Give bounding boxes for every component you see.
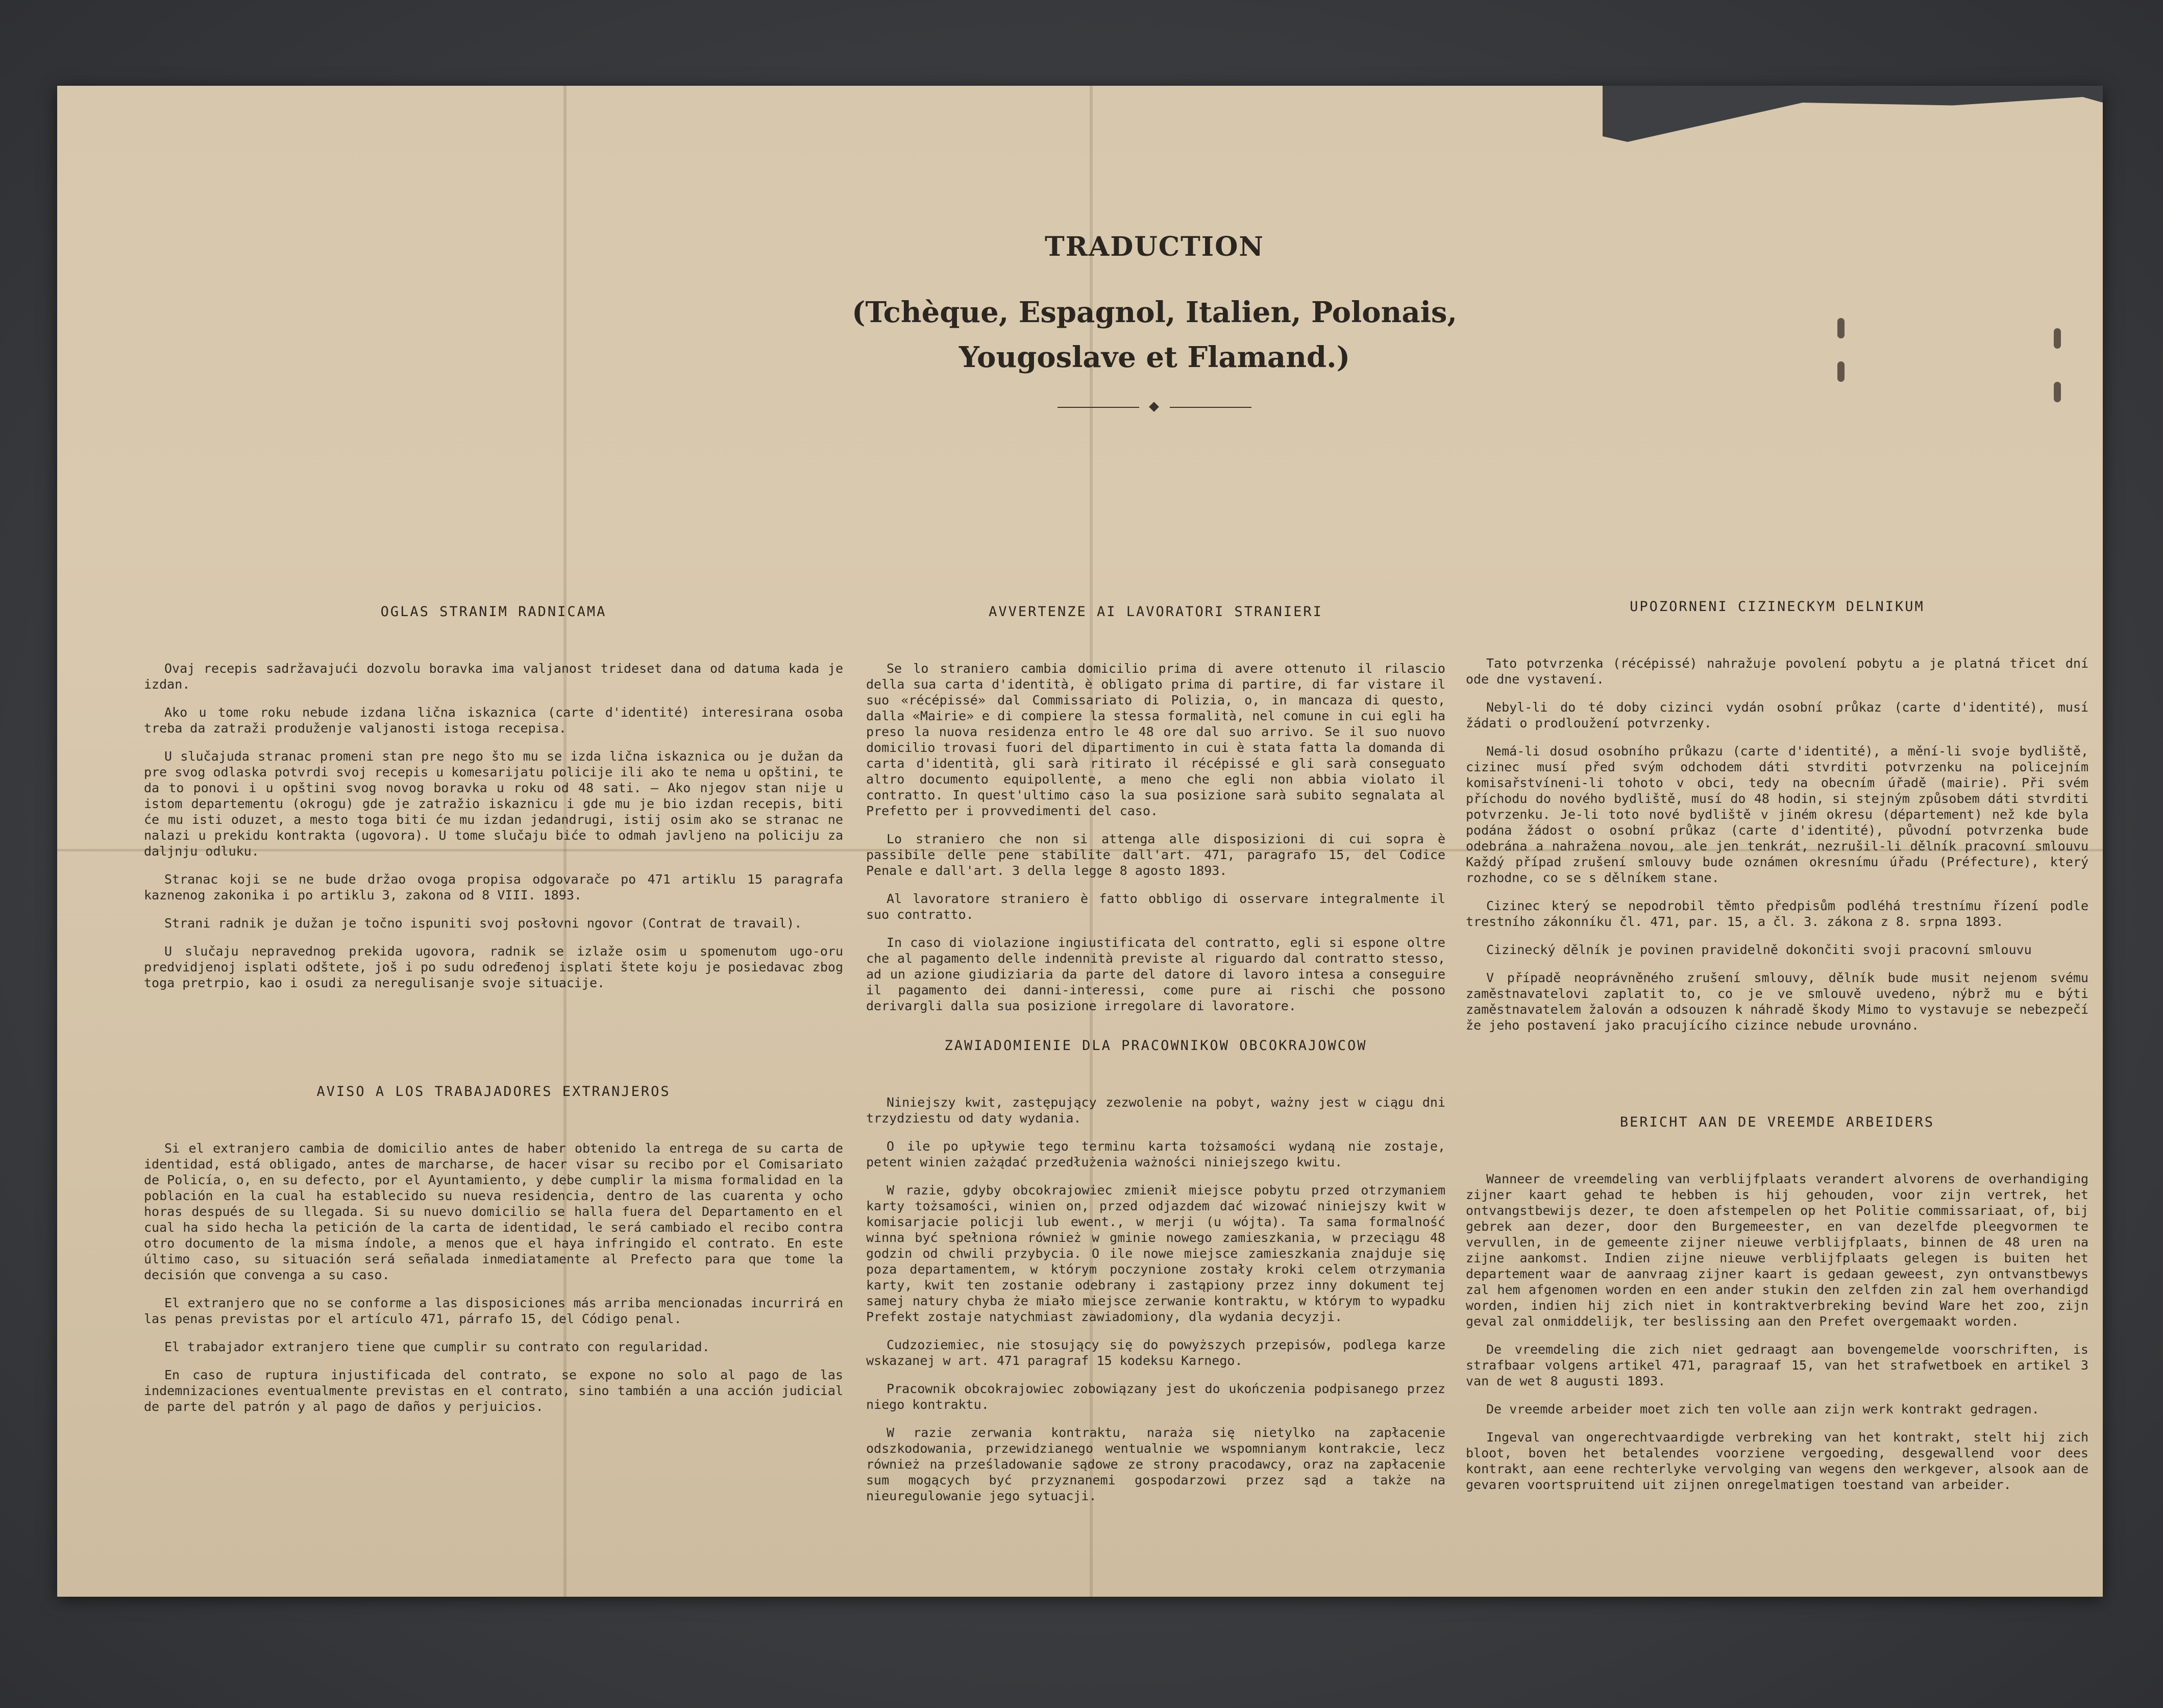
section-paragraph: Pracownik obcokrajowiec zobowiązany jest do ukończenia podpisanego przez niego kontraktu. <box>866 1381 1445 1412</box>
section-paragraph: Cudzoziemiec, nie stosujący się do powyższych przepisów, podlega karze wskazanej w art. 471 paragraf 15 kodeksu Karnego. <box>866 1337 1445 1368</box>
section-paragraph: U slučajuda stranac promeni stan pre nego što mu se izda lična iskaznica ou je dužan da pre svog odlaska potvrdi svoj recepis u komesarijatu policije ili ako te nema u opštini, te da to ponovi i u opštini svog novog boravka u roku od 48 sati. — Ako njegov stan nije u istom departementu (okrogu) gde je zatražio iskaznicu i gde mu je bio izdan recepis, biti će mu isti oduzet, a mesto toga biti će mu izdan jedandrugi, istij osim ako se stranac ne nalazi u prekidu kontrakta (ugovora). U tome slučaju biće to odmah javljeno na policiju za daljnju odluku. <box>144 749 843 859</box>
section-paragraph: Ako u tome roku nebude izdana lična iskaznica (carte d'identité) interesirana osoba treba da zatraži produženje valjanosti istoga recepisa. <box>144 705 843 736</box>
section-paragraph: En caso de ruptura injustificada del contrato, se expone no solo al pago de las indemnizaciones eventualmente previstas en el contrato, sino también a una acción judicial de parte del patrón y al pago de daños y perjuicios. <box>144 1368 843 1414</box>
section-paragraph: Cizinecký dělník je povinen pravidelně dokončiti svoji pracovní smlouvu <box>1486 942 2032 957</box>
document-subtitle <box>695 290 1614 380</box>
section-paragraph: De vreemdeling die zich niet gedraagt aan bovengemelde voorschriften, is strafbaar volgens artikel 471, paragraaf 15, van het strafwetboek en artikel 3 van de wet 8 augusti 1893. <box>1466 1342 2088 1388</box>
section-heading: AVISO A LOS TRABAJADORES EXTRANJEROS <box>316 1084 671 1100</box>
section-paragraph: V případě neoprávněného zrušení smlouvy, dělník bude musit nejenom svému zaměstnavatelovi zaplatit to, co je ve smlouvě uvedeno, nýbrž mu e býti zaměstnavatelem žalován a odsouzen k náhradě škody Mimo to vystavuje se nebezpečí že jeho postavení jako pracujícího cizince nebude urovnáno. <box>1466 970 2088 1033</box>
staple-mark <box>1837 361 1845 382</box>
section-paragraph: W razie, gdyby obcokrajowiec zmienił miejsce pobytu przed otrzymaniem karty tożsamości, winien on, przed odjazdem dać wizować niniejszy kwit w komisarjacie policji lub ewent., w merji (u wójta). Ta sama formalność winna być spełniona również w gminie nowego zamieszkania, w przeciągu 48 godzin od chwili przybycia. O ile nowe miejsce zamieszkania znajduje się poza departamentem, w którym poczynione zostały kroki celem otrzymania karty, kwit ten zostanie odebrany i zastąpiony przez inny dokument tej samej natury chyba że miało miejsce zerwanie kontraktu, w którym to wypadku Prefekt zostaje natychmiast zawiadomiony, dla wydania decyzji. <box>866 1183 1445 1324</box>
section-paragraph: In caso di violazione ingiustificata del contratto, egli si espone oltre che al pagamento delle indennità previste al riguardo dal contratto stesso, ad un azione giudiziaria da parte del datore di lavoro intesa a conseguire il pagamento dei danni-interessi, come pure ai rischi che possono derivargli dalla sua posizione irregolare di lavoratore. <box>866 935 1445 1013</box>
section-paragraph: Wanneer de vreemdeling van verblijfplaats verandert alvorens de overhandiging zijner kaart gehad te hebben is hij gehouden, voor zijn vertrek, het ontvangstbewijs dezer, te doen afstempelen op het Politie commissariaat, of, bij gebrek aan dezer, door den Burgemeester, en van dezelfde pleegvormen te vervullen, in de gemeente zijner nieuwe verblijfplaats, binnen de 48 uren na zijne aankomst. Indien zijne nieuwe verblijfplaats gelegen is buiten het departement waar de aanvraag zijner kaart is gedaan geweest, zyn ontvanstbewys zal hem afgenomen worden en een ander stukin den zelfden zin zal hem overhandigd worden, indien hij zich niet in kontraktverbreking bevind Ware het zoo, zijn geval zal onmiddelijk, ter beslissing aan den Prefet overgemaakt worden. <box>1466 1172 2088 1329</box>
section-heading: UPOZORNENI CIZINECKYM DELNIKUM <box>1630 599 1925 615</box>
staple-mark <box>2054 328 2061 349</box>
section-paragraph: O ile po upływie tego terminu karta tożsamości wydaną nie zostaje, petent winien zażądać przedłużenia ważności niniejszego kwitu. <box>866 1139 1445 1169</box>
subtitle-line: (Tchèque, Espagnol, Italien, Polonais, <box>852 296 1457 329</box>
title-ornament <box>1058 402 1251 412</box>
section-paragraph: Al lavoratore straniero è fatto obbligo di osservare integralmente il suo contratto. <box>866 891 1445 922</box>
section-paragraph: Ovaj recepis sadržavajući dozvolu boravka ima valjanost trideset dana od datuma kada je izdan. <box>144 661 843 692</box>
section-paragraph: Se lo straniero cambia domicilio prima di avere ottenuto il rilascio della sua carta d'identità, è obligato prima di partire, di far vistare il suo «récépissé» dal Commissariato di Polizia, o, in mancaza di questo, dalla «Mairie» e di compiere la stessa formalità, nel comune in cui egli ha preso la nuova residenza entro le 48 ore dal suo arrivo. Se il suo nuovo domicilio trovasi fuori del dipartimento in cui è stata fatta la domanda di carta d'identità, gli sarà ritirato il récépissé e gli sarà conseguato altro documento equipollente, a meno che egli non abbia violato il contratto. In quest'ultimo caso la sua posizione sarà subito segnalata al Prefetto per i provvedimenti del caso. <box>866 661 1445 818</box>
section-czech <box>1466 599 2088 1045</box>
section-heading: OGLAS STRANIM RADNICAMA <box>380 604 607 620</box>
section-paragraph: El extranjero que no se conforme a las disposiciones más arriba mencionadas incurrirá en las penas previstas por el artículo 471, párrafo 15, del Código penal. <box>144 1296 843 1326</box>
document-sheet <box>57 86 2103 1597</box>
staple-mark <box>1837 318 1845 338</box>
section-paragraph: Tato potvrzenka (récépissé) nahražuje povolení pobytu a je platná třicet dní ode dne vystavení. <box>1466 656 2088 687</box>
section-paragraph: Ingeval van ongerechtvaardigde verbreking van het kontrakt, stelt hij zich bloot, boven het betalendes voorziene vergoeding, desgewallend voor dees kontrakt, aan eene rechterlyke vervolging van wegens den werkgever, alsook aan de gevaren voortspruitend uit zijnen onregelmatigen toestand van arbeider. <box>1466 1430 2088 1492</box>
section-heading: AVVERTENZE AI LAVORATORI STRANIERI <box>989 604 1323 620</box>
section-paragraph: Niniejszy kwit, zastępujący zezwolenie na pobyt, ważny jest w ciągu dni trzydziestu od daty wydania. <box>866 1095 1445 1126</box>
section-paragraph: Cizinec který se nepodrobil těmto předpisům podléhá trestnímu řízení podle trestního zákonníku čl. 471, par. 15, a čl. 3. zákona z 8. srpna 1893. <box>1466 898 2088 929</box>
subtitle-line: Yougoslave et Flamand.) <box>958 340 1350 374</box>
section-paragraph: U slučaju nepravednog prekida ugovora, radnik se izlaže osim u spomenutom ugo-oru predvidjenoj isplati odštete, još i po sudu određenoj isplati štete koju je posiedavac zbog toga pretrpio, kao i osudi za neregulisanje svoje situacije. <box>144 944 843 990</box>
section-heading: ZAWIADOMIENIE DLA PRACOWNIKOW OBCOKRAJOWCOW <box>944 1038 1367 1054</box>
section-paragraph: El trabajador extranjero tiene que cumplir su contrato con regularidad. <box>164 1339 710 1354</box>
section-paragraph: Nemá-li dosud osobního průkazu (carte d'identité), a mění-li svoje bydliště, cizinec musí před svým odchodem dáti stvrditi potvrzenku na policejním komisařstvíneni-li tohoto v obci, tedy na obecním úřadě (mairie). Při svém příchodu do nového bydliště, musí do 48 hodin, si stejným způsobem dáti stvrditi potvrzenku. Je-li toto nové bydliště v jiném okresu (département) než kde byla podána žádost o osobní průkaz (carte d'identité), původní potvrzenka bude odebrána a nahražena novou, ale jen tenkrát, nezrušil-li dělník pracovní smlouvu Každý případ zrušení smlouvy bude oznámen okresnímu úřadu (Préfecture), který rozhodne, co se s dělníkem stane. <box>1466 744 2088 885</box>
section-spanish <box>144 1084 843 1427</box>
document-title: TRADUCTION <box>1045 231 1264 262</box>
section-polish <box>866 1038 1445 1516</box>
section-paragraph: De vreemde arbeider moet zich ten volle aan zijn werk kontrakt gedragen. <box>1486 1402 2039 1417</box>
section-flemish <box>1466 1114 2088 1505</box>
section-paragraph: Nebyl-li do té doby cizinci vydán osobní průkaz (carte d'identité), musí žádati o prodloužení potvrzenky. <box>1466 700 2088 730</box>
torn-corner <box>1603 86 2103 142</box>
section-paragraph: Stranac koji se ne bude držao ovoga propisa odgovarače po 471 artiklu 15 paragrafa kaznenog zakonika i po artiklu 3, zakona od 8 VIII. 1893. <box>144 872 843 902</box>
ornament-line <box>1170 407 1251 408</box>
section-paragraph: Strani radnik je dužan je točno ispuniti svoj posłovni ngovor (Contrat de travail). <box>164 916 802 931</box>
section-heading: BERICHT AAN DE VREEMDE ARBEIDERS <box>1619 1114 1935 1130</box>
ornament-line <box>1058 407 1139 408</box>
section-paragraph: Lo straniero che non si attenga alle disposizioni di cui sopra è passibile delle pene stabilite dall'art. 471, paragrafo 15, del Codice Penale e dall'art. 3 della legge 8 agosto 1893. <box>866 832 1445 878</box>
section-paragraph: Si el extranjero cambia de domicilio antes de haber obtenido la entrega de su carta de identidad, está obligado, antes de marcharse, de hacer visar su recibo por el Comisariato de Policía, o, en su defecto, por el Ayuntamiento, y debe cumplir la misma formalidad en la población en la cual ha establecido su nueva residencia, dentro de las cuarenta y ocho horas después de su llegada. Si su nuevo domicilio se halla fuera del Departamento en el cual ha sido hecha la petición de la carta de identidad, le será cambiado el recibo contra otro documento de la misma índole, a menos que el haya infringido el contrato. En este último caso, su situación será señalada inmediatamente al Prefecto para que tome la decisión que convenga a su caso. <box>144 1141 843 1282</box>
section-serbo-croatian <box>144 604 843 1003</box>
ornament-diamond <box>1149 402 1159 412</box>
section-paragraph: W razie zerwania kontraktu, naraża się nietylko na zapłacenie odszkodowania, przewidzianego wentualnie we wspomnianym kontrakcie, lecz również na prześladowanie sądowe ze strony pracodawcy, oraz na zapłacenie sum mogących być przyznanemi gospodarzowi przez sąd a także na nieuregulowanie jego sytuacji. <box>866 1425 1445 1503</box>
section-italian <box>866 604 1445 1026</box>
staple-mark <box>2054 382 2061 402</box>
